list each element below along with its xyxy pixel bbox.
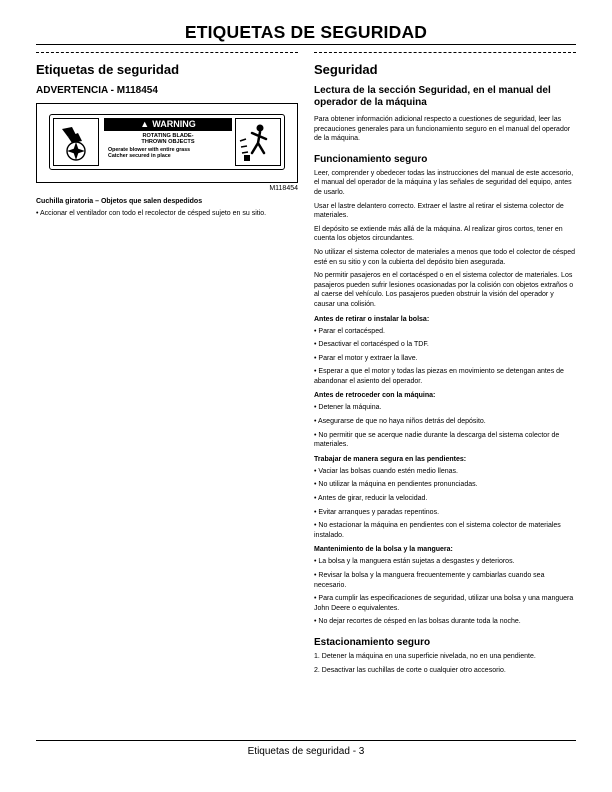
list-item: • No estacionar la máquina en pendientes con el sistema colector de materiales instalado.: [314, 522, 561, 539]
slopes-title: Trabajar de manera segura en las pendientes:: [314, 455, 467, 463]
caption-title: Cuchilla giratoria – Objetos que salen despedidos: [36, 198, 203, 205]
list-item: 1. Detener la máquina en una superficie nivelada, no en una pendiente.: [314, 652, 536, 660]
list-item: • Esperar a que el motor y todas las piezas en movimiento se detengan antes de abandonar el asiento del operador.: [314, 368, 564, 385]
section-heading-safety: Seguridad: [314, 62, 378, 77]
safety-label: [49, 114, 285, 170]
warning-banner: ▲ WARNING: [104, 118, 232, 131]
rotating-blade-icon: [53, 118, 99, 166]
safety-label-figure: [36, 103, 298, 183]
bag-title: Antes de retirar o instalar la bolsa:: [314, 315, 430, 323]
page-title: ETIQUETAS DE SEGURIDAD: [184, 22, 428, 42]
caption-text: • Accionar el ventilador con todo el recolector de césped sujeto en su sitio.: [36, 210, 267, 217]
list-item: • No utilizar la máquina en pendientes pronunciadas.: [314, 481, 478, 489]
list-item: • Parar el cortacésped.: [314, 327, 385, 335]
list-item: • Antes de girar, reducir la velocidad.: [314, 495, 428, 503]
footer-rule: [36, 740, 576, 741]
right-column: [314, 52, 576, 679]
paragraph: El depósito se extiende más allá de la máquina. Al realizar giros cortos, tener en cuenta los objetos circundantes.: [314, 225, 563, 243]
left-column: [36, 52, 298, 223]
list-item: • Desactivar el cortacésped o la TDF.: [314, 341, 429, 349]
reverse-title: Antes de retroceder con la máquina:: [314, 392, 436, 400]
list-item: • Parar el motor y extraer la llave.: [314, 354, 418, 362]
reading-title: Lectura de la sección Seguridad, en el manual del operador de la máquina: [314, 85, 551, 108]
reading-text: Para obtener información adicional respecto a cuestiones de seguridad, leer las precauciones generales para un funcionamiento seguro en el manual del operador de la máquina.: [314, 116, 571, 143]
section-heading-safety-labels: Etiquetas de seguridad: [36, 62, 180, 77]
operation-title: Funcionamiento seguro: [314, 153, 428, 165]
label-hazard-text: ROTATING BLADE- THROWN OBJECTS: [141, 133, 195, 146]
page-footer: Etiquetas de seguridad - 3: [247, 746, 365, 757]
list-item: • Vaciar las bolsas cuando estén medio llenas.: [314, 467, 458, 475]
parking-title: Estacionamiento seguro: [314, 636, 431, 648]
label-instruction-text: Operate blower with entire grass Catcher secured in place: [108, 147, 191, 160]
list-item: • Evitar arranques y paradas repentinos.: [314, 508, 440, 516]
paragraph: No utilizar el sistema colector de materiales a menos que todo el colector de césped esté en su sitio y con la cubierta del depósito bien asegurada.: [314, 248, 576, 266]
title-rule: [36, 44, 576, 45]
list-item: • Asegurarse de que no haya niños detrás del depósito.: [314, 418, 486, 426]
paragraph: Usar el lastre delantero correcto. Extraer el lastre al retirar el sistema colector de materiales.: [314, 202, 564, 220]
warning-triangle-icon: ▲: [140, 119, 150, 129]
list-item: • No dejar recortes de césped en las bolsas durante toda la noche.: [314, 618, 521, 626]
maintenance-title: Mantenimiento de la bolsa y la manguera:: [314, 546, 453, 554]
warning-text-block: [104, 118, 232, 166]
list-item: 2. Desactivar las cuchillas de corte o cualquier otro accesorio.: [314, 666, 506, 674]
list-item: • Para cumplir las especificaciones de seguridad, utilizar una bolsa y una manguera John Deere o equivalentes.: [314, 595, 574, 612]
thrown-objects-icon: [235, 118, 281, 166]
label-subheading: ADVERTENCIA - M118454: [36, 85, 158, 96]
paragraph: Leer, comprender y obedecer todas las instrucciones del manual de este accesorio, el manual del operador de la máquina y las señales de seguridad del equipo, antes de usarlo.: [314, 169, 574, 196]
list-item: • La bolsa y la manguera están sujetas a desgastes y deterioros.: [314, 558, 515, 566]
column-divider: [36, 52, 298, 53]
figure-id: M118454: [269, 185, 298, 192]
column-divider: [314, 52, 576, 53]
list-item: • No permitir que se acerque nadie durante la descarga del sistema colector de materiales.: [314, 431, 560, 449]
list-item: • Revisar la bolsa y la manguera frecuentemente y cambiarlas cuando sea necesario.: [314, 572, 545, 589]
paragraph: No permitir pasajeros en el cortacésped o en el sistema colector de materiales. Los pasajeros pueden sufrir lesiones ocasionadas por la colisión con objetos extraños o al caerse del vehículo. Los pasajeros pueden obstruir la visión del operador y causar una colisión.: [314, 272, 574, 308]
list-item: • Detener la máquina.: [314, 404, 382, 412]
